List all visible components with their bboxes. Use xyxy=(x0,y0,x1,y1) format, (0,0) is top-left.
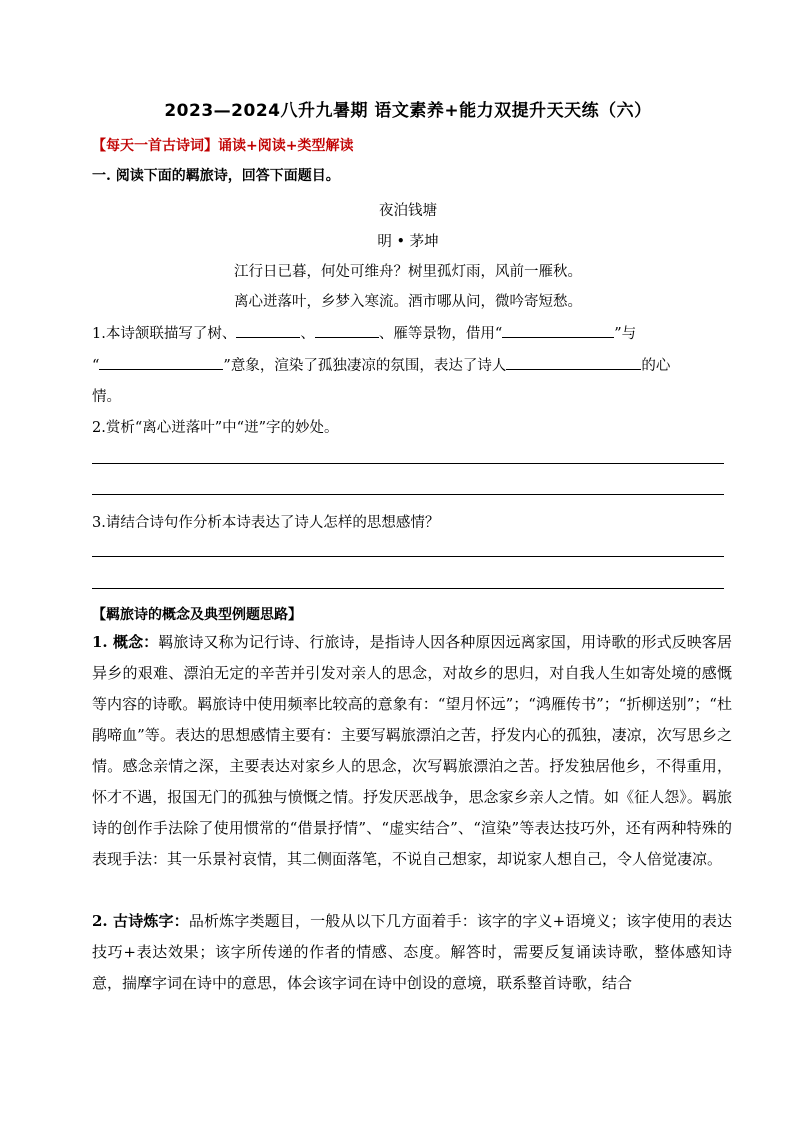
q1-sep: 、 xyxy=(300,326,315,342)
q1-text-c: ”与 xyxy=(614,326,637,342)
concept-label: 1. 概念： xyxy=(92,633,159,651)
concept-text: 羁旅诗又称为记行诗、行旅诗，是指诗人因各种原因远离家国，用诗歌的形式反映客居异乡的艰难、漂泊无定的辛苦并引发对亲人的思念，对故乡的思归，对自我人生如寄处境的感慨等内容的诗歌。羁旅诗中使用频率比较高的意象有：“望月怀远”；“鸿雁传书”；“折柳送别”；“杜鹃啼血”等。表达的思想感情主要有：主要写羁旅漂泊之苦，抒发内心的孤独，凄凉，次写思乡之情。感念亲情之深，主要表达对家乡人的思念，次写羁旅漂泊之苦。抒发独居他乡，不得重用，怀才不遇，报国无门的孤独与愤慨之情。抒发厌恶战争，思念家乡亲人之情。如《征人怨》。羁旅诗的创作手法除了使用惯常的“借景抒情”、“虚实结合”、“渲染”等表达技巧外，还有两种特殊的表现手法：其一乐景衬哀情，其二侧面落笔，不说自己想家，却说家人想自己，令人倍觉凄凉。 xyxy=(92,633,732,868)
section-heading: 一. 阅读下面的羁旅诗，回答下面题目。 xyxy=(92,168,340,184)
answer-blank[interactable] xyxy=(506,355,641,370)
question-3: 3.请结合诗句作分析本诗表达了诗人怎样的思想感情？ xyxy=(92,515,440,531)
question-2: 2.赏析“离心迸落叶”中“迸”字的妙处。 xyxy=(92,420,339,436)
answer-blank[interactable] xyxy=(99,355,223,370)
guide-paragraph-2 xyxy=(92,906,732,999)
poem-line-2: 离心迸落叶，乡梦入寒流。酒市哪从问，微吟寄短愁。 xyxy=(234,294,582,310)
poem-author: 明 • 茅坤 xyxy=(377,234,439,250)
poem-line-1: 江行日已暮，何处可维舟？树里孤灯雨，风前一雁秋。 xyxy=(234,264,582,280)
q1-text-b: 、雁等景物，借用“ xyxy=(378,326,503,342)
daily-poem-suffix: 诵读+阅读+类型解读 xyxy=(218,138,354,154)
daily-poem-bracket: 【每天一首古诗词】 xyxy=(92,138,218,154)
q1-text-f: 的心 xyxy=(641,358,671,374)
guide-paragraph-1 xyxy=(92,627,732,875)
q1-text-g: 情。 xyxy=(92,389,121,405)
word-refining-label: 2. 古诗炼字： xyxy=(92,912,189,930)
answer-line[interactable] xyxy=(92,588,724,589)
guide-heading: 【羁旅诗的概念及典型例题思路】 xyxy=(92,607,302,623)
q1-text-e: ”意象，渲染了孤独凄凉的氛围，表达了诗人 xyxy=(223,358,507,374)
q1-text-d: “ xyxy=(92,358,100,374)
q1-text-a: 1.本诗颔联描写了树、 xyxy=(92,326,237,342)
question-1-line-1 xyxy=(92,322,636,343)
poem-title: 夜泊钱塘 xyxy=(379,203,437,219)
answer-blank[interactable] xyxy=(502,323,614,338)
page-title: 2023—2024八升九暑期 语文素养+能力双提升天天练（六） xyxy=(164,101,652,121)
word-refining-text: 品析炼字类题目，一般从以下几方面着手：该字的字义+语境义；该字使用的表达技巧+表达效果；该字所传递的作者的情感、态度。解答时，需要反复诵读诗歌，整体感知诗意，揣摩字词在诗中的意思，体会该字词在诗中创设的意境，联系整首诗歌，结合 xyxy=(92,912,732,992)
answer-line[interactable] xyxy=(92,556,724,557)
answer-line[interactable] xyxy=(92,463,724,464)
question-1-line-2 xyxy=(92,354,670,375)
answer-line[interactable] xyxy=(92,494,724,495)
daily-poem-header xyxy=(92,135,353,155)
answer-blank[interactable] xyxy=(236,323,300,338)
answer-blank[interactable] xyxy=(315,323,379,338)
